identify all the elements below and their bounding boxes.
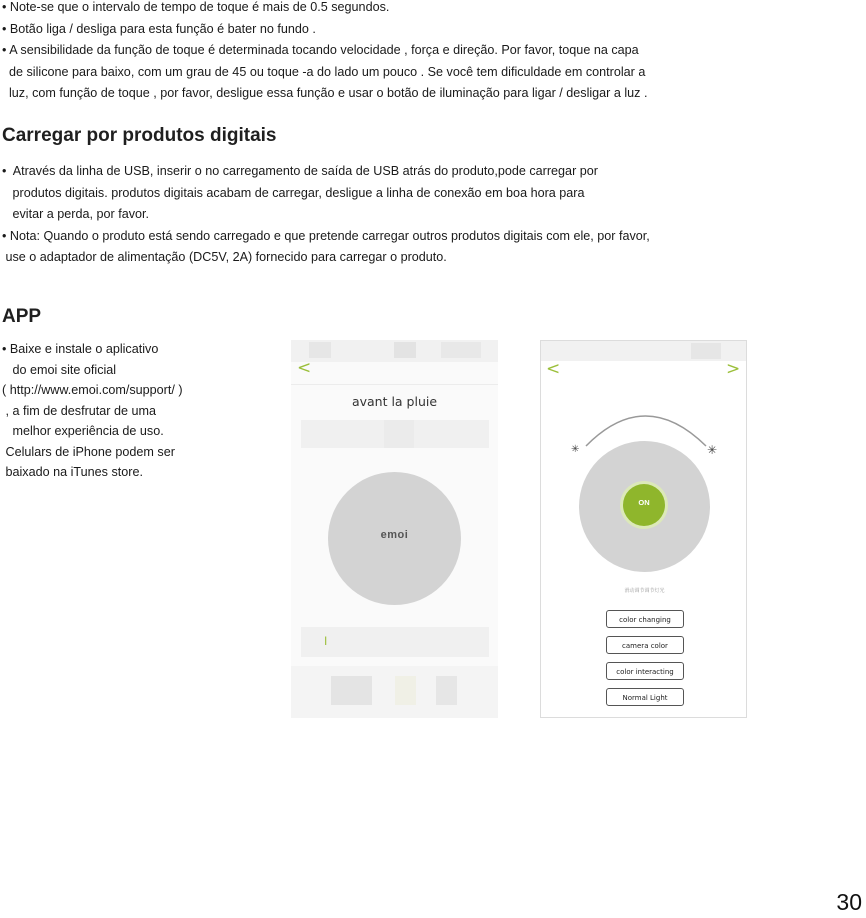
status-pixel <box>309 342 331 358</box>
text-line: • A sensibilidade da função de toque é determinada tocando velocidade , força e direção. Por favor, toque na capa <box>2 43 639 57</box>
scene-title: avant la pluie <box>351 394 438 409</box>
text-line: use o adaptador de alimentação (DC5V, 2A) fornecido para carregar o produto. <box>2 250 447 264</box>
color-interacting-button[interactable]: color interacting <box>606 662 684 680</box>
charging-text <box>2 161 852 269</box>
status-pixel <box>441 342 481 358</box>
emoi-logo: emoi <box>380 529 409 541</box>
brightness-low-icon: ✳ <box>571 444 580 455</box>
app-url: ( http://www.emoi.com/support/ ) <box>2 383 183 397</box>
text-cursor: I <box>324 634 328 648</box>
power-on-label: ON <box>638 498 650 507</box>
text-line: • Note-se que o intervalo de tempo de toque é mais de 0.5 segundos. <box>2 0 390 14</box>
text-line: • Botão liga / desliga para esta função é bater no fundo . <box>2 21 316 36</box>
camera-color-button[interactable]: camera color <box>606 636 684 654</box>
forward-chevron-icon[interactable]: > <box>726 359 741 379</box>
text-line: • Através da linha de USB, inserir o no carregamento de saída de USB atrás do produto,pode carregar por <box>2 164 598 178</box>
text-line: baixado na iTunes store. <box>2 465 143 479</box>
text-line: evitar a perda, por favor. <box>2 207 150 221</box>
text-line: , a fim de desfrutar de uma <box>2 403 156 418</box>
tab-bar-item[interactable] <box>436 676 457 705</box>
text-line: melhor experiência de uso. <box>2 424 164 438</box>
blurred-row <box>301 627 489 657</box>
color-changing-button[interactable]: color changing <box>606 610 684 628</box>
page-number: 30 <box>836 889 862 915</box>
text-line: • Nota: Quando o produto está sendo carregado e que pretende carregar outros produtos digitais com ele, por favor, <box>2 228 650 243</box>
app-heading: APP <box>2 306 42 327</box>
app-screenshot-home <box>291 340 498 718</box>
touch-notes <box>2 0 852 105</box>
text-line: de silicone para baixo, com um grau de 45 ou toque -a do lado um pouco . Se você tem dificuldade em controlar a <box>2 64 646 79</box>
status-pixel <box>394 342 416 358</box>
divider <box>291 384 498 385</box>
app-screenshot-control <box>540 340 747 718</box>
status-pixel <box>691 343 721 359</box>
text-line: do emoi site oficial <box>2 362 117 377</box>
tab-bar-item[interactable] <box>331 676 372 705</box>
brightness-high-icon: ✳ <box>707 443 718 457</box>
charging-heading: Carregar por produtos digitais <box>2 125 277 146</box>
tab-bar-item[interactable] <box>395 676 416 705</box>
text-line: • Baixe e instale o aplicativo <box>2 342 159 356</box>
back-chevron-icon[interactable]: < <box>297 358 312 378</box>
wheel-caption: 滑动调节调节灯光 <box>624 588 665 594</box>
back-chevron-icon[interactable]: < <box>546 359 561 379</box>
text-line: produtos digitais. produtos digitais acabam de carregar, desligue a linha de conexão em boa hora para <box>2 185 585 200</box>
text-line: luz, com função de toque , por favor, desligue essa função e usar o botão de iluminação para ligar / desligar a luz . <box>2 86 648 100</box>
app-text <box>2 339 252 483</box>
blurred-row <box>384 420 414 448</box>
text-line: Celulars de iPhone podem ser <box>2 444 175 459</box>
normal-light-button[interactable]: Normal Light <box>606 688 684 706</box>
